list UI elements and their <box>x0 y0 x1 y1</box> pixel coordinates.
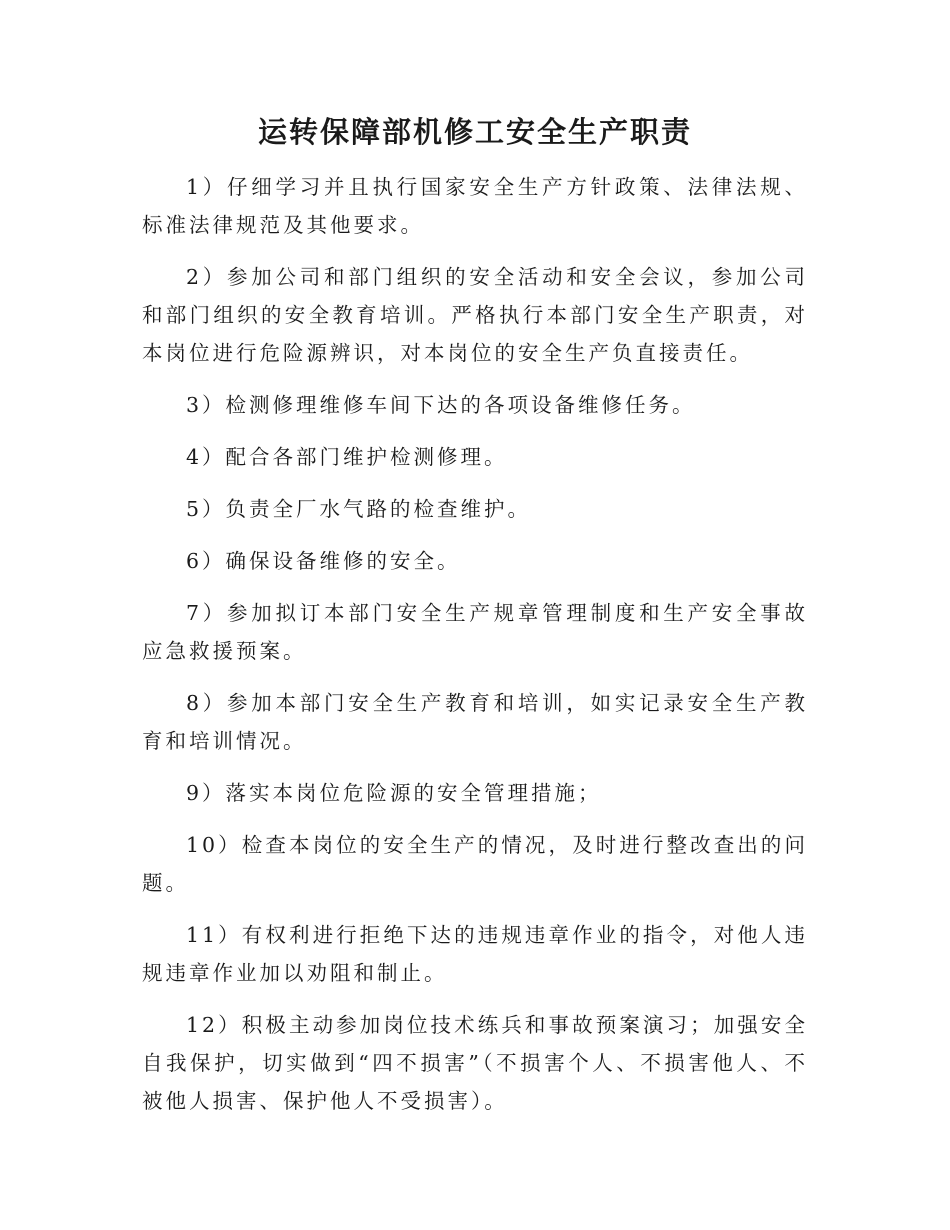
duty-item-2: 2）参加公司和部门组织的安全活动和安全会议，参加公司和部门组织的安全教育培训。严格执行本部门安全生产职责，对本岗位进行危险源辨识，对本岗位的安全生产负直接责任。 <box>142 265 808 365</box>
duty-item-3: 3）检测修理维修车间下达的各项设备维修任务。 <box>186 393 696 417</box>
duty-item-6: 6）确保设备维修的安全。 <box>186 549 461 573</box>
document-title: 运转保障部机修工安全生产职责 <box>257 115 692 149</box>
document-body <box>142 168 808 1134</box>
duty-item-5: 5）负责全厂水气路的检查维护。 <box>186 497 532 521</box>
duty-item-9: 9）落实本岗位危险源的安全管理措施； <box>186 781 602 805</box>
duty-item-7: 7）参加拟订本部门安全生产规章管理制度和生产安全事故应急救援预案。 <box>142 601 808 663</box>
duty-item-12: 12）积极主动参加岗位技术练兵和事故预案演习；加强安全自我保护，切实做到“四不损害”（不损害个人、不损害他人、不被他人损害、保护他人不受损害）。 <box>142 1013 808 1113</box>
duty-item-8: 8）参加本部门安全生产教育和培训，如实记录安全生产教育和培训情况。 <box>142 691 808 753</box>
duty-item-1: 1）仔细学习并且执行国家安全生产方针政策、法律法规、标准法律规范及其他要求。 <box>142 175 808 237</box>
duty-item-11: 11）有权利进行拒绝下达的违规违章作业的指令，对他人违规违章作业加以劝阻和制止。 <box>142 923 808 985</box>
duty-item-10: 10）检查本岗位的安全生产的情况，及时进行整改查出的问题。 <box>142 833 808 895</box>
duty-item-4: 4）配合各部门维护检测修理。 <box>186 445 508 469</box>
